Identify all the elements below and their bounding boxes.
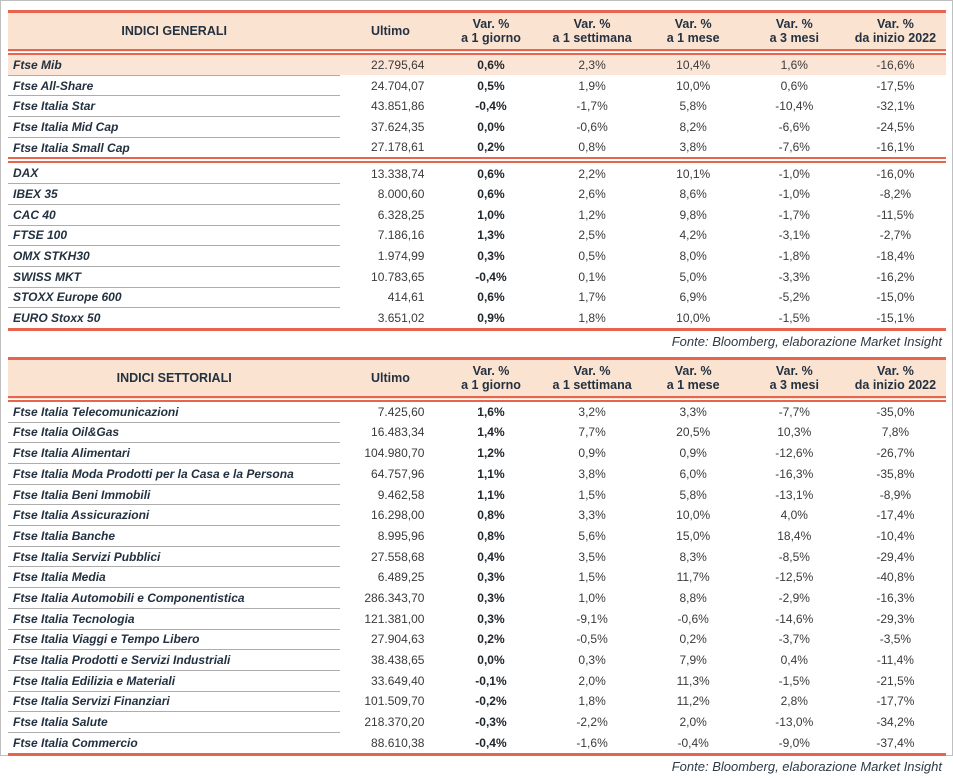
ultimo-value-cell: 22.795,64 bbox=[340, 52, 440, 75]
var-1week-cell: 2,3% bbox=[542, 52, 643, 75]
var-1week-cell: 2,2% bbox=[542, 160, 643, 183]
var-1month-cell: 10,0% bbox=[676, 78, 711, 93]
var-1day-cell: -0,1% bbox=[475, 673, 507, 688]
index-name-cell: Ftse All-Share bbox=[8, 75, 340, 96]
var-3months-cell: -1,5% bbox=[744, 308, 845, 330]
column-header-var-1-settimana bbox=[542, 12, 643, 53]
var-ytd2022-cell: -34,2% bbox=[876, 715, 915, 730]
var-1week-cell: 7,7% bbox=[578, 425, 606, 440]
var-1week-cell: 1,5% bbox=[578, 570, 606, 585]
var-3months-cell: -5,2% bbox=[778, 290, 810, 305]
var-sublabel: da inizio 2022 bbox=[854, 377, 937, 392]
table-row bbox=[8, 399, 946, 422]
indici-settoriali-table bbox=[8, 357, 946, 756]
var-ytd2022-cell: -29,3% bbox=[876, 611, 915, 626]
var-1day-cell: 0,9% bbox=[440, 308, 541, 330]
var-ytd2022-cell: -21,5% bbox=[876, 673, 915, 688]
var-1month-cell: 6,0% bbox=[679, 466, 707, 481]
table-row bbox=[8, 629, 946, 650]
index-name-cell: Ftse Italia Alimentari bbox=[8, 443, 340, 464]
var-1month-cell: 5,8% bbox=[679, 487, 707, 502]
index-name-cell: Ftse Italia Salute bbox=[8, 712, 340, 733]
var-ytd2022-cell: -40,8% bbox=[876, 570, 915, 585]
table-row bbox=[8, 443, 946, 464]
var-1week-cell: 0,1% bbox=[578, 269, 606, 284]
var-label: Var. % bbox=[573, 17, 611, 31]
source-note: Fonte: Bloomberg, elaborazione Market Insight bbox=[671, 758, 942, 774]
var-ytd2022-cell: -11,5% bbox=[876, 207, 914, 222]
var-1week-cell: 1,8% bbox=[542, 308, 643, 330]
index-name-cell: STOXX Europe 600 bbox=[8, 287, 340, 308]
var-1week-cell: -1,7% bbox=[576, 99, 608, 114]
column-header-var-inizio-2022 bbox=[845, 358, 946, 399]
var-1month-cell: -0,4% bbox=[643, 732, 744, 754]
table-row bbox=[8, 567, 946, 588]
var-1day-cell: 0,2% bbox=[477, 632, 505, 647]
var-1week-cell: 3,2% bbox=[578, 405, 606, 420]
ultimo-value-cell: 16.298,00 bbox=[371, 508, 425, 523]
ultimo-value-cell: 1.974,99 bbox=[377, 249, 425, 264]
var-1month-cell: 5,8% bbox=[679, 99, 707, 114]
var-1week-cell: 0,9% bbox=[578, 446, 606, 461]
var-1week-cell: 5,6% bbox=[578, 528, 606, 543]
var-3months-cell: -12,5% bbox=[775, 570, 814, 585]
var-3months-cell: -9,0% bbox=[744, 732, 845, 754]
var-sublabel: a 3 mesi bbox=[769, 377, 819, 392]
var-1week-cell: 3,8% bbox=[578, 466, 606, 481]
var-1month-cell: 4,2% bbox=[679, 228, 707, 243]
var-1day-cell: 1,3% bbox=[477, 228, 505, 243]
ultimo-value-cell: 24.704,07 bbox=[371, 78, 425, 93]
var-label: Var. % bbox=[472, 363, 510, 378]
var-1month-cell: 0,9% bbox=[679, 446, 707, 461]
ultimo-value-cell: 13.338,74 bbox=[340, 160, 440, 183]
table-row bbox=[8, 712, 946, 733]
var-3months-cell: -3,3% bbox=[778, 269, 810, 284]
var-ytd2022-cell: -15,1% bbox=[845, 308, 946, 330]
var-1week-cell: -2,2% bbox=[576, 715, 608, 730]
table-row bbox=[8, 308, 946, 330]
var-label: Var. % bbox=[775, 17, 813, 31]
table-row bbox=[8, 184, 946, 205]
var-1month-cell: 10,4% bbox=[643, 52, 744, 75]
var-1day-cell: 0,3% bbox=[477, 249, 505, 264]
var-ytd2022-cell: -18,4% bbox=[876, 249, 915, 264]
var-ytd2022-cell: -16,6% bbox=[845, 52, 946, 75]
var-1day-cell: 0,3% bbox=[477, 570, 505, 585]
var-1week-cell: -1,6% bbox=[542, 732, 643, 754]
ultimo-value-cell: 6.328,25 bbox=[377, 207, 425, 222]
var-1week-cell: -9,1% bbox=[576, 611, 608, 626]
table-row bbox=[8, 204, 946, 225]
var-ytd2022-cell: -16,2% bbox=[876, 269, 915, 284]
var-1month-cell: 8,3% bbox=[679, 549, 707, 564]
index-name-cell: OMX STKH30 bbox=[8, 246, 340, 267]
var-1week-cell: 0,5% bbox=[578, 249, 606, 264]
var-label: Var. % bbox=[876, 363, 914, 378]
var-3months-cell: -10,4% bbox=[775, 99, 814, 114]
ultimo-value-cell: 7.425,60 bbox=[377, 405, 425, 420]
var-ytd2022-cell: -11,4% bbox=[876, 653, 914, 668]
var-3months-cell: -1,7% bbox=[778, 207, 810, 222]
var-1day-cell: -0,4% bbox=[475, 99, 507, 114]
index-name-cell: Ftse Italia Telecomunicazioni bbox=[8, 399, 340, 422]
index-name-cell: Ftse Italia Mid Cap bbox=[8, 117, 340, 138]
var-ytd2022-cell: -17,5% bbox=[876, 78, 915, 93]
ultimo-value-cell: 101.509,70 bbox=[364, 694, 425, 709]
table-title: INDICI GENERALI bbox=[8, 12, 340, 53]
var-ytd2022-cell: -8,9% bbox=[879, 487, 912, 502]
table-row bbox=[8, 608, 946, 629]
column-header-ultimo: Ultimo bbox=[340, 12, 440, 53]
var-label: Var. % bbox=[573, 363, 611, 378]
ultimo-value-cell: 27.904,63 bbox=[371, 632, 425, 647]
var-ytd2022-cell: 7,8% bbox=[881, 425, 910, 440]
index-name-cell: Ftse Italia Banche bbox=[8, 526, 340, 547]
var-1week-cell: 0,3% bbox=[578, 653, 606, 668]
var-3months-cell: -13,0% bbox=[775, 715, 814, 730]
index-name-cell: Ftse Italia Tecnologia bbox=[8, 608, 340, 629]
var-label: Var. % bbox=[775, 363, 813, 378]
var-1day-cell: 0,8% bbox=[477, 528, 505, 543]
var-1week-cell: 2,0% bbox=[578, 673, 606, 688]
var-1day-cell: 1,6% bbox=[477, 405, 505, 420]
var-ytd2022-cell: -16,3% bbox=[876, 590, 915, 605]
table-title: INDICI SETTORIALI bbox=[8, 358, 340, 399]
table-row bbox=[8, 137, 946, 160]
var-ytd2022-cell: -24,5% bbox=[876, 119, 915, 134]
var-1day-cell: 0,6% bbox=[477, 290, 505, 305]
ultimo-value-cell: 88.610,38 bbox=[340, 732, 440, 754]
var-3months-cell: -13,1% bbox=[775, 487, 814, 502]
var-sublabel: a 1 mese bbox=[666, 377, 720, 392]
table-row bbox=[8, 75, 946, 96]
var-1month-cell: 10,0% bbox=[676, 508, 711, 523]
var-ytd2022-cell: -35,0% bbox=[876, 405, 915, 420]
column-header-var-1-settimana bbox=[542, 358, 643, 399]
var-3months-cell: -3,1% bbox=[778, 228, 810, 243]
var-ytd2022-cell: -29,4% bbox=[876, 549, 915, 564]
index-name-cell: Ftse Italia Moda Prodotti per la Casa e la Persona bbox=[8, 464, 340, 485]
table-row bbox=[8, 464, 946, 485]
index-name-cell: Ftse Italia Beni Immobili bbox=[8, 484, 340, 505]
var-3months-cell: -1,5% bbox=[778, 673, 810, 688]
ultimo-value-cell: 38.438,65 bbox=[371, 653, 425, 668]
var-1month-cell: 11,3% bbox=[676, 673, 710, 688]
var-3months-cell: -1,0% bbox=[744, 160, 845, 183]
var-3months-cell: 1,6% bbox=[744, 52, 845, 75]
table-row bbox=[8, 246, 946, 267]
table-row bbox=[8, 588, 946, 609]
var-ytd2022-cell: -8,2% bbox=[879, 186, 912, 201]
ultimo-value-cell: 414,61 bbox=[387, 290, 425, 305]
ultimo-value-cell: 37.624,35 bbox=[371, 119, 425, 134]
var-ytd2022-cell: -37,4% bbox=[845, 732, 946, 754]
var-1month-cell: 0,2% bbox=[679, 632, 707, 647]
index-name-cell: Ftse Italia Prodotti e Servizi Industriali bbox=[8, 650, 340, 671]
index-name-cell: Ftse Italia Media bbox=[8, 567, 340, 588]
index-name-cell: Ftse Italia Servizi Finanziari bbox=[8, 691, 340, 712]
var-1week-cell: 3,3% bbox=[578, 508, 606, 523]
var-1day-cell: -0,2% bbox=[475, 694, 507, 709]
header-row bbox=[8, 12, 946, 53]
ultimo-value-cell: 9.462,58 bbox=[377, 487, 425, 502]
table-row bbox=[8, 691, 946, 712]
var-1month-cell: 8,8% bbox=[679, 590, 707, 605]
ultimo-value-cell: 6.489,25 bbox=[377, 570, 425, 585]
ultimo-value-cell: 8.995,96 bbox=[377, 528, 425, 543]
var-1month-cell: 11,7% bbox=[676, 570, 710, 585]
ultimo-value-cell: 10.783,65 bbox=[371, 269, 425, 284]
table-row bbox=[8, 160, 946, 183]
var-3months-cell: -6,6% bbox=[778, 119, 810, 134]
var-3months-cell: -12,6% bbox=[775, 446, 814, 461]
table-row bbox=[8, 117, 946, 138]
index-name-cell: Ftse Italia Small Cap bbox=[8, 137, 340, 160]
var-1month-cell: 8,0% bbox=[679, 249, 707, 264]
var-1day-cell: 1,1% bbox=[477, 487, 505, 502]
column-header-var-1-giorno bbox=[440, 358, 541, 399]
ultimo-value-cell: 121.381,00 bbox=[364, 611, 425, 626]
indici-generali-table bbox=[8, 10, 946, 331]
ultimo-value-cell: 16.483,34 bbox=[371, 425, 425, 440]
index-name-cell: Ftse Italia Assicurazioni bbox=[8, 505, 340, 526]
var-1day-cell: 0,3% bbox=[477, 590, 505, 605]
column-header-var-1-mese bbox=[643, 358, 744, 399]
var-3months-cell: -7,6% bbox=[778, 140, 810, 155]
index-name-cell: Ftse Italia Viaggi e Tempo Libero bbox=[8, 629, 340, 650]
index-name-cell: Ftse Italia Servizi Pubblici bbox=[8, 546, 340, 567]
var-sublabel: a 1 settimana bbox=[552, 377, 632, 392]
column-header-var-3-mesi bbox=[744, 12, 845, 53]
var-3months-cell: -8,5% bbox=[778, 549, 810, 564]
var-label: Var. % bbox=[674, 363, 712, 378]
var-3months-cell: -7,7% bbox=[778, 405, 810, 420]
var-ytd2022-cell: -15,0% bbox=[876, 290, 915, 305]
market-report-page bbox=[1, 1, 952, 778]
var-3months-cell: 2,8% bbox=[780, 694, 808, 709]
table-row bbox=[8, 650, 946, 671]
index-name-cell: SWISS MKT bbox=[8, 266, 340, 287]
var-1day-cell: 1,1% bbox=[477, 466, 505, 481]
table-row bbox=[8, 546, 946, 567]
var-1month-cell: 8,6% bbox=[679, 186, 707, 201]
ultimo-value-cell: 8.000,60 bbox=[377, 186, 425, 201]
var-1day-cell: 0,0% bbox=[477, 119, 505, 134]
var-label: Var. % bbox=[674, 17, 712, 31]
column-header-var-1-giorno bbox=[440, 12, 541, 53]
column-header-var-3-mesi bbox=[744, 358, 845, 399]
header-row bbox=[8, 358, 946, 399]
var-3months-cell: -3,7% bbox=[778, 632, 810, 647]
var-1week-cell: 2,5% bbox=[578, 228, 606, 243]
var-3months-cell: -1,8% bbox=[778, 249, 810, 264]
indici-generali-body bbox=[8, 52, 946, 329]
var-1month-cell: 3,8% bbox=[679, 140, 707, 155]
var-1week-cell: 1,8% bbox=[578, 694, 606, 709]
var-1day-cell: 0,4% bbox=[477, 549, 505, 564]
var-1day-cell: 0,2% bbox=[477, 140, 505, 155]
var-3months-cell: -2,9% bbox=[778, 590, 810, 605]
index-name-cell: Ftse Mib bbox=[8, 52, 340, 75]
var-1week-cell: -0,6% bbox=[576, 119, 608, 134]
var-1week-cell: 1,5% bbox=[578, 487, 606, 502]
table-row bbox=[8, 670, 946, 691]
var-3months-cell: 18,4% bbox=[777, 528, 812, 543]
var-3months-cell: 10,3% bbox=[777, 425, 812, 440]
var-1day-cell: 0,6% bbox=[440, 52, 541, 75]
var-1week-cell: 1,0% bbox=[578, 590, 606, 605]
var-1month-cell: 11,2% bbox=[676, 694, 710, 709]
table-row bbox=[8, 52, 946, 75]
var-sublabel: a 1 giorno bbox=[461, 377, 521, 392]
ultimo-value-cell: 218.370,20 bbox=[364, 715, 425, 730]
table-indici-generali bbox=[8, 10, 945, 353]
var-1month-cell: 8,2% bbox=[679, 119, 707, 134]
var-ytd2022-cell: -32,1% bbox=[876, 99, 915, 114]
var-3months-cell: 4,0% bbox=[780, 508, 808, 523]
var-sublabel: a 1 settimana bbox=[552, 31, 632, 45]
var-1day-cell: 0,5% bbox=[477, 78, 505, 93]
var-ytd2022-cell: -17,4% bbox=[876, 508, 915, 523]
var-1month-cell: 7,9% bbox=[679, 653, 707, 668]
var-ytd2022-cell: -3,5% bbox=[879, 632, 912, 647]
var-1month-cell: 2,0% bbox=[679, 715, 707, 730]
ultimo-value-cell: 3.651,02 bbox=[340, 308, 440, 330]
var-1day-cell: -0,3% bbox=[475, 715, 507, 730]
var-label: Var. % bbox=[472, 17, 510, 31]
index-name-cell: IBEX 35 bbox=[8, 184, 340, 205]
source-note: Fonte: Bloomberg, elaborazione Market Insight bbox=[671, 333, 942, 349]
column-header-ultimo: Ultimo bbox=[340, 358, 440, 399]
table-row bbox=[8, 732, 946, 754]
var-1day-cell: 1,0% bbox=[477, 207, 505, 222]
ultimo-value-cell: 104.980,70 bbox=[364, 446, 425, 461]
var-1day-cell: -0,4% bbox=[440, 732, 541, 754]
var-ytd2022-cell: -26,7% bbox=[876, 446, 915, 461]
var-1month-cell: 15,0% bbox=[676, 528, 711, 543]
table-row bbox=[8, 422, 946, 443]
index-name-cell: CAC 40 bbox=[8, 204, 340, 225]
table-indici-settoriali bbox=[8, 357, 945, 778]
var-1week-cell: 2,6% bbox=[578, 186, 606, 201]
var-1week-cell: 3,5% bbox=[578, 549, 606, 564]
table-row bbox=[8, 287, 946, 308]
var-sublabel: da inizio 2022 bbox=[854, 31, 937, 45]
var-1month-cell: 5,0% bbox=[679, 269, 707, 284]
table-row bbox=[8, 225, 946, 246]
index-name-cell: Ftse Italia Automobili e Componentistica bbox=[8, 588, 340, 609]
var-1month-cell: 3,3% bbox=[679, 405, 707, 420]
var-ytd2022-cell: -17,7% bbox=[876, 694, 915, 709]
table-row bbox=[8, 505, 946, 526]
table-row bbox=[8, 96, 946, 117]
var-ytd2022-cell: -2,7% bbox=[879, 228, 912, 243]
ultimo-value-cell: 64.757,96 bbox=[371, 466, 425, 481]
column-header-var-inizio-2022 bbox=[845, 12, 946, 53]
var-1month-cell: 10,0% bbox=[643, 308, 744, 330]
ultimo-value-cell: 27.178,61 bbox=[371, 140, 425, 155]
table-row bbox=[8, 484, 946, 505]
var-ytd2022-cell: -16,0% bbox=[845, 160, 946, 183]
var-sublabel: a 3 mesi bbox=[769, 31, 819, 45]
var-3months-cell: -1,0% bbox=[778, 186, 810, 201]
var-1day-cell: 0,6% bbox=[440, 160, 541, 183]
var-1day-cell: 0,0% bbox=[477, 653, 505, 668]
var-1month-cell: -0,6% bbox=[677, 611, 709, 626]
var-ytd2022-cell: -35,8% bbox=[876, 466, 915, 481]
var-label: Var. % bbox=[876, 17, 914, 31]
ultimo-value-cell: 7.186,16 bbox=[377, 228, 425, 243]
var-1day-cell: 0,6% bbox=[477, 186, 505, 201]
table-row bbox=[8, 266, 946, 287]
var-1week-cell: 1,9% bbox=[578, 78, 606, 93]
ultimo-value-cell: 43.851,86 bbox=[371, 99, 425, 114]
var-3months-cell: 0,6% bbox=[780, 78, 808, 93]
index-name-cell: Ftse Italia Commercio bbox=[8, 732, 340, 754]
var-sublabel: a 1 mese bbox=[666, 31, 720, 45]
var-3months-cell: -14,6% bbox=[775, 611, 814, 626]
var-sublabel: a 1 giorno bbox=[461, 31, 521, 45]
index-name-cell: Ftse Italia Star bbox=[8, 96, 340, 117]
index-name-cell: DAX bbox=[8, 160, 340, 183]
var-1week-cell: 1,2% bbox=[578, 207, 606, 222]
index-name-cell: EURO Stoxx 50 bbox=[8, 308, 340, 330]
var-1week-cell: -0,5% bbox=[576, 632, 608, 647]
var-ytd2022-cell: -16,1% bbox=[876, 140, 915, 155]
ultimo-value-cell: 27.558,68 bbox=[371, 549, 425, 564]
var-1week-cell: 0,8% bbox=[578, 140, 606, 155]
var-1day-cell: 1,4% bbox=[477, 425, 505, 440]
var-1month-cell: 10,1% bbox=[643, 160, 744, 183]
index-name-cell: Ftse Italia Edilizia e Materiali bbox=[8, 670, 340, 691]
var-1day-cell: 0,3% bbox=[477, 611, 505, 626]
indici-settoriali-body bbox=[8, 399, 946, 754]
ultimo-value-cell: 286.343,70 bbox=[364, 590, 425, 605]
var-1day-cell: -0,4% bbox=[475, 269, 507, 284]
var-ytd2022-cell: -10,4% bbox=[876, 528, 915, 543]
index-name-cell: FTSE 100 bbox=[8, 225, 340, 246]
table-row bbox=[8, 526, 946, 547]
index-name-cell: Ftse Italia Oil&Gas bbox=[8, 422, 340, 443]
var-3months-cell: -16,3% bbox=[775, 466, 814, 481]
var-1month-cell: 20,5% bbox=[676, 425, 711, 440]
var-3months-cell: 0,4% bbox=[780, 653, 808, 668]
var-1week-cell: 1,7% bbox=[578, 290, 606, 305]
ultimo-value-cell: 33.649,40 bbox=[371, 673, 425, 688]
var-1month-cell: 9,8% bbox=[679, 207, 707, 222]
var-1day-cell: 0,8% bbox=[477, 508, 505, 523]
var-1month-cell: 6,9% bbox=[679, 290, 707, 305]
var-1day-cell: 1,2% bbox=[477, 446, 505, 461]
column-header-var-1-mese bbox=[643, 12, 744, 53]
